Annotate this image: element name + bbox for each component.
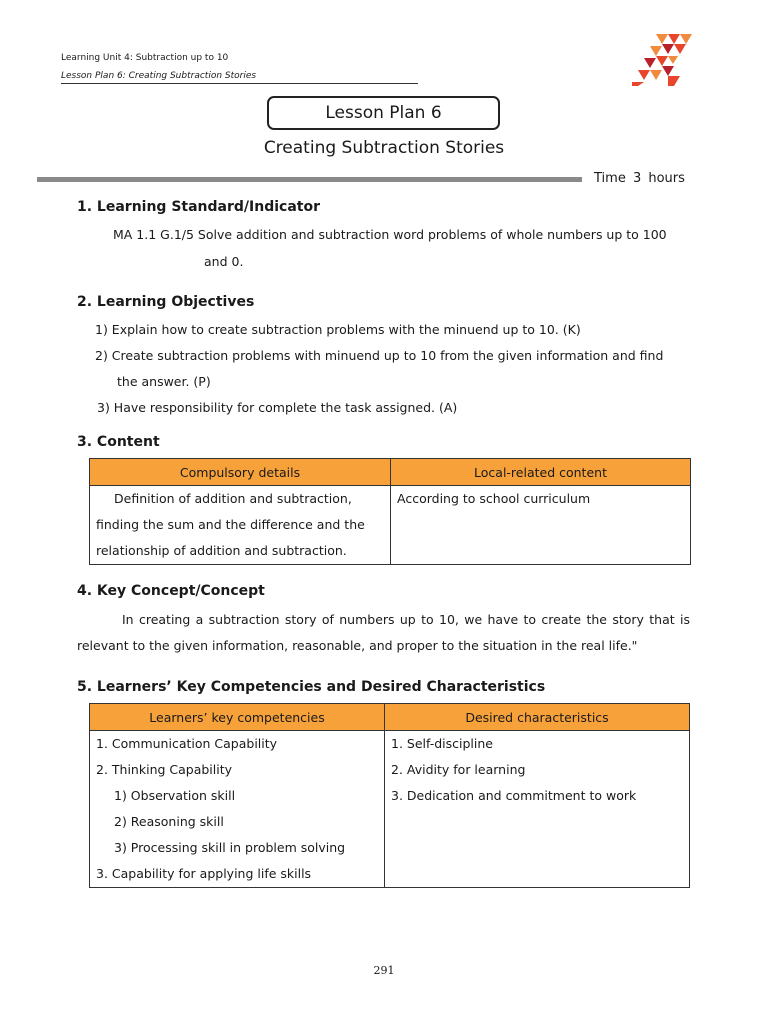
header-lesson: Lesson Plan 6: Creating Subtraction Stories	[61, 71, 257, 81]
characteristic-item: 3. Dedication and commitment to work	[391, 788, 637, 803]
local-content-text: According to school curriculum	[397, 491, 591, 506]
competencies-col2-header: Desired characteristics	[385, 704, 690, 731]
section-heading-standard: 1. Learning Standard/Indicator	[77, 199, 320, 215]
concept-text-line2: relevant to the given information, reasonable, and proper to the situation in the real life."	[77, 638, 638, 653]
competency-subitem: 1) Observation skill	[114, 788, 236, 803]
title-divider	[37, 177, 582, 182]
header-unit: Learning Unit 4: Subtraction up to 10	[61, 53, 229, 63]
lesson-subtitle: Creating Subtraction Stories	[263, 138, 505, 158]
competencies-col1-header: Learners’ key competencies	[90, 704, 385, 731]
standard-text-line1: MA 1.1 G.1/5 Solve addition and subtraction word problems of whole numbers up to 100	[113, 227, 667, 242]
competency-item: 1. Communication Capability	[96, 736, 278, 751]
competency-subitem: 2) Reasoning skill	[114, 814, 224, 829]
competency-item: 3. Capability for applying life skills	[96, 866, 312, 881]
section-heading-competencies: 5. Learners’ Key Competencies and Desired Characteristics	[77, 679, 546, 695]
section-heading-objectives: 2. Learning Objectives	[77, 294, 255, 310]
section-heading-concept: 4. Key Concept/Concept	[77, 583, 265, 599]
content-detail-line: Definition of addition and subtraction,	[114, 491, 352, 506]
content-table	[89, 458, 691, 565]
lesson-plan-title: Lesson Plan 6	[267, 96, 500, 130]
competency-item: 2. Thinking Capability	[96, 762, 233, 777]
objective-item-2-cont: the answer. (P)	[117, 374, 211, 389]
content-detail-line: relationship of addition and subtraction.	[96, 543, 347, 558]
content-col1-header: Compulsory details	[90, 459, 391, 486]
competency-subitem: 3) Processing skill in problem solving	[114, 840, 346, 855]
competencies-table	[89, 703, 690, 888]
concept-text-line1: In creating a subtraction story of numbers up to 10, we have to create the story that is	[122, 612, 690, 627]
section-heading-content: 3. Content	[77, 434, 160, 450]
content-detail-line: finding the sum and the difference and the	[96, 517, 365, 532]
objective-item-1: 1) Explain how to create subtraction problems with the minuend up to 10. (K)	[95, 322, 581, 337]
page-number: 291	[373, 964, 395, 977]
publisher-logo	[632, 30, 694, 86]
objective-item-3: 3) Have responsibility for complete the task assigned. (A)	[97, 400, 458, 415]
characteristic-item: 2. Avidity for learning	[391, 762, 526, 777]
header-rule	[61, 83, 418, 84]
objective-item-2: 2) Create subtraction problems with minuend up to 10 from the given information and find	[95, 348, 664, 363]
standard-text-line2: and 0.	[204, 254, 244, 269]
time-label: Time 3 hours	[594, 171, 685, 186]
content-col2-header: Local-related content	[391, 459, 691, 486]
characteristic-item: 1. Self-discipline	[391, 736, 493, 751]
